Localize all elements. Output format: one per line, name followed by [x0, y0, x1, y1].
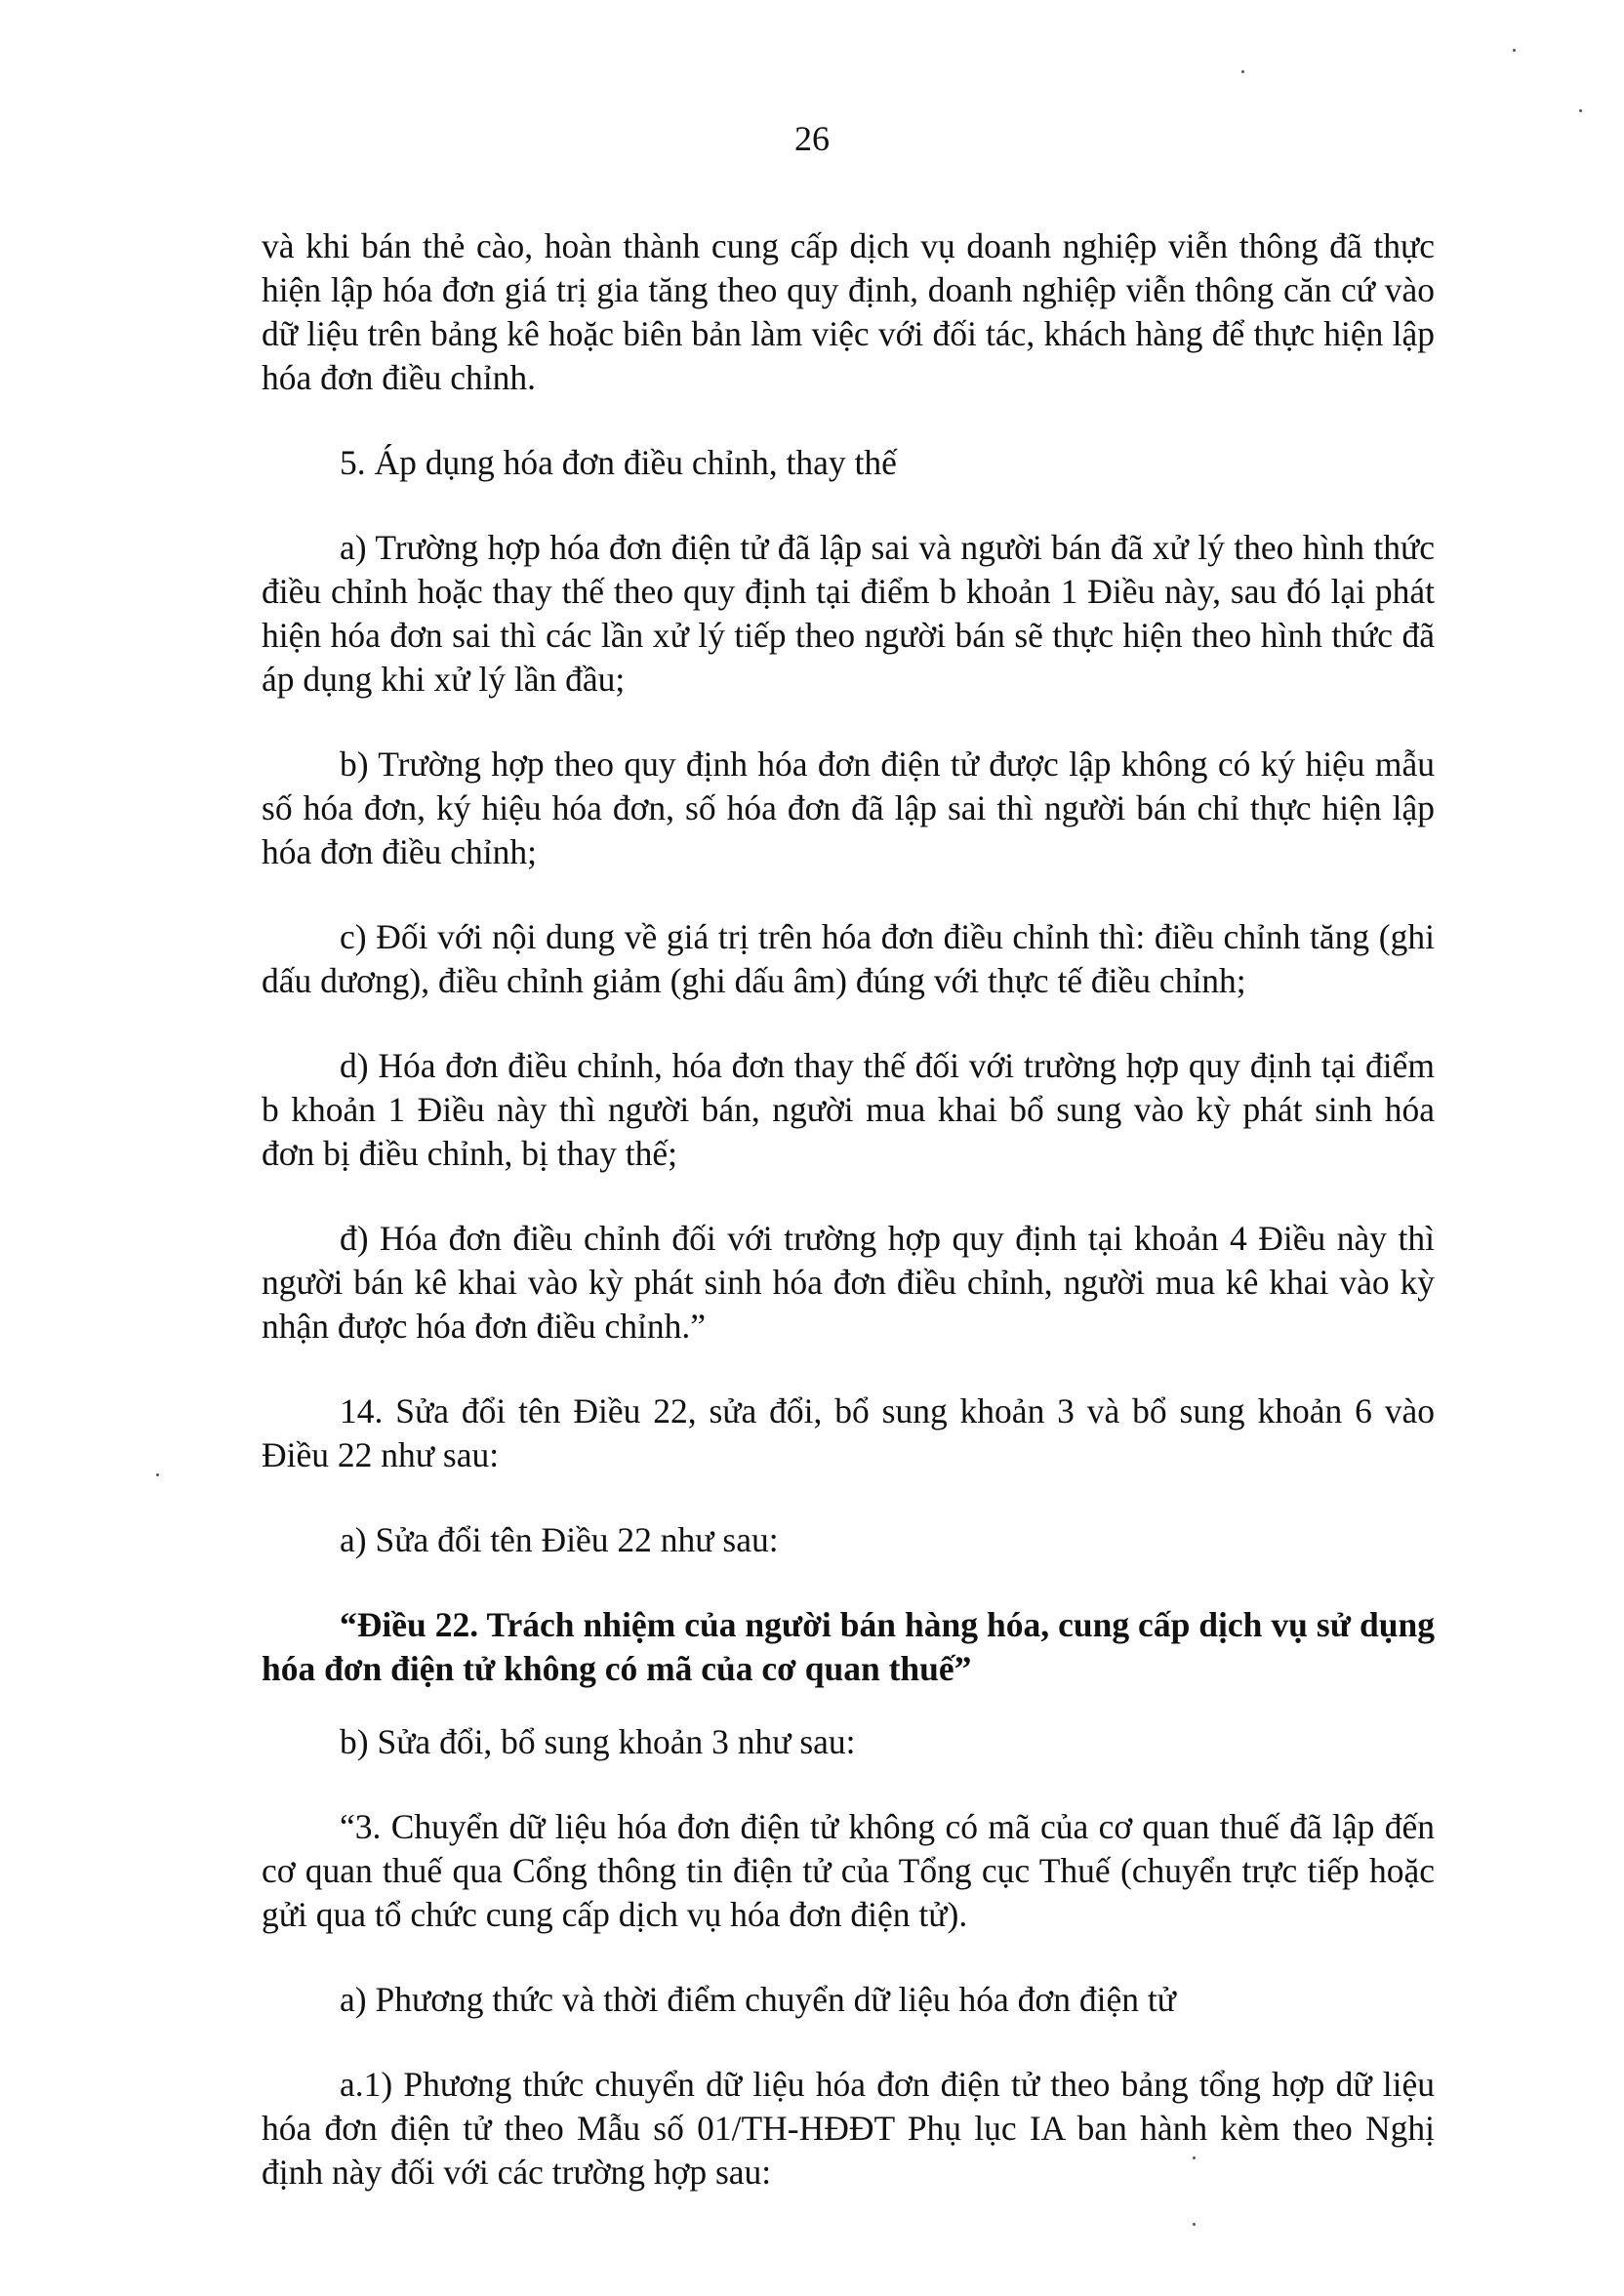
paragraph-clause-3: “3. Chuyển dữ liệu hóa đơn điện tử không có mã của cơ quan thuế đã lập đến cơ quan thuế qua Cổng thông tin điện tử của Tổng cục Thuế (chuyển trực tiếp hoặc gửi qua tổ chức cung cấp dịch vụ hóa đơn điện tử). — [262, 1807, 1435, 1934]
paragraph-item-a: a) Trường hợp hóa đơn điện tử đã lập sai và người bán đã xử lý theo hình thức điều chỉnh hoặc thay thế theo quy định tại điểm b khoản 1 Điều này, sau đó lại phát hiện hóa đơn sai thì các lần xử lý tiếp theo người bán sẽ thực hiện theo hình thức đã áp dụng khi xử lý lần đầu; — [262, 528, 1435, 699]
scan-speck — [1513, 49, 1516, 52]
paragraph-amendment-14: 14. Sửa đổi tên Điều 22, sửa đổi, bổ sung khoản 3 và bổ sung khoản 6 vào Điều 22 như sau: — [262, 1391, 1435, 1474]
paragraph-section-5-heading: 5. Áp dụng hóa đơn điều chỉnh, thay thế — [340, 443, 897, 482]
paragraph-clause-3-a1: a.1) Phương thức chuyển dữ liệu hóa đơn điện tử theo bảng tổng hợp dữ liệu hóa đơn điện tử theo Mẫu số 01/TH-HĐĐT Phụ lục IA ban hành kèm theo Nghị định này đối với các trường hợp sau: — [262, 2065, 1435, 2192]
paragraph-item-dd: đ) Hóa đơn điều chỉnh đối với trường hợp quy định tại khoản 4 Điều này thì người bán kê khai vào kỳ phát sinh hóa đơn điều chỉnh, người mua kê khai vào kỳ nhận được hóa đơn điều chỉnh.” — [262, 1219, 1435, 1346]
page-number: 26 — [794, 119, 830, 158]
scan-speck — [1193, 2223, 1196, 2226]
paragraph-continuation: và khi bán thẻ cào, hoàn thành cung cấp dịch vụ doanh nghiệp viễn thông đã thực hiện lập hóa đơn giá trị gia tăng theo quy định, doanh nghiệp viễn thông căn cứ vào dữ liệu trên bảng kê hoặc biên bản làm việc với đối tác, khách hàng để thực hiện lập hóa đơn điều chỉnh. — [262, 226, 1435, 397]
paragraph-amendment-a: a) Sửa đổi tên Điều 22 như sau: — [340, 1520, 779, 1559]
scan-speck — [1579, 109, 1582, 112]
paragraph-item-d: d) Hóa đơn điều chỉnh, hóa đơn thay thế đối với trường hợp quy định tại điểm b khoản 1 Điều này thì người bán, người mua khai bổ sung vào kỳ phát sinh hóa đơn bị điều chỉnh, bị thay thế; — [262, 1046, 1435, 1173]
document-body — [262, 224, 1435, 2195]
paragraph-amendment-b: b) Sửa đổi, bổ sung khoản 3 như sau: — [340, 1722, 856, 1761]
paragraph-item-c: c) Đối với nội dung về giá trị trên hóa đơn điều chỉnh thì: điều chỉnh tăng (ghi dấu dương), điều chỉnh giảm (ghi dấu âm) đúng với thực tế điều chỉnh; — [262, 917, 1435, 1000]
paragraph-clause-3-a: a) Phương thức và thời điểm chuyển dữ liệu hóa đơn điện tử — [340, 1980, 1176, 2019]
paragraph-item-b: b) Trường hợp theo quy định hóa đơn điện tử được lập không có ký hiệu mẫu số hóa đơn, ký hiệu hóa đơn, số hóa đơn đã lập sai thì người bán chỉ thực hiện lập hóa đơn điều chỉnh; — [262, 745, 1435, 871]
article-22-title: “Điều 22. Trách nhiệm của người bán hàng hóa, cung cấp dịch vụ sử dụng hóa đơn điện tử không có mã của cơ quan thuế” — [262, 1605, 1435, 1688]
scan-speck — [156, 1473, 159, 1476]
scan-speck — [1193, 2156, 1196, 2159]
scan-speck — [1241, 70, 1244, 73]
